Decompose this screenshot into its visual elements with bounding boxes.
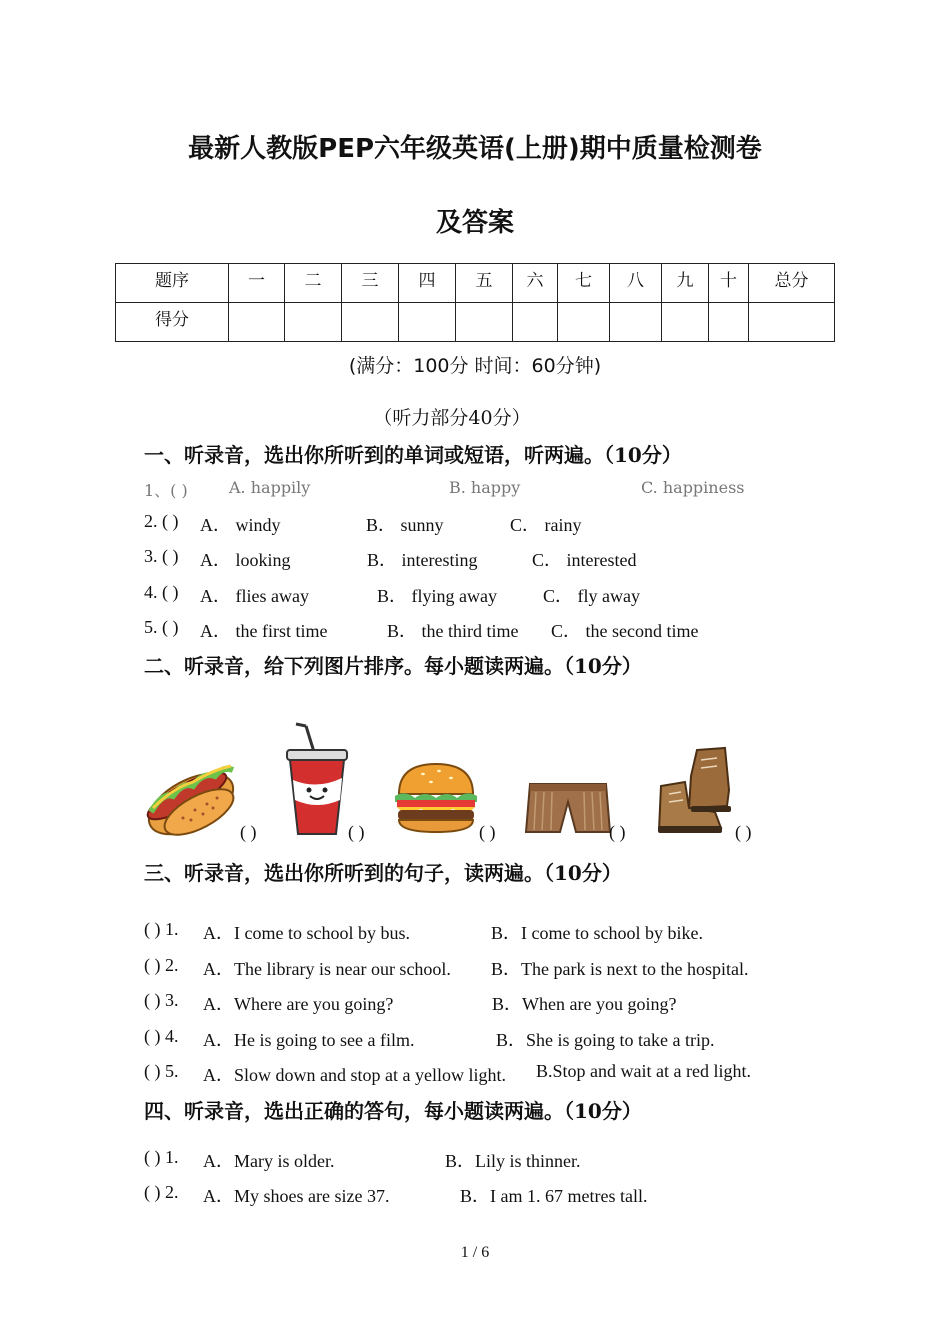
s4-item1-a: A．Mary is older. [203, 1151, 335, 1171]
s1-item1-a: A. happily [229, 478, 311, 497]
s1-item3-c: C． interested [532, 550, 637, 570]
shorts-picture [524, 780, 612, 836]
score-cell[interactable] [456, 303, 513, 342]
score-header-row [116, 264, 835, 303]
boots-picture [655, 746, 735, 836]
s1-item2-a: A． windy [200, 515, 281, 535]
score-table [115, 263, 835, 342]
soda-cup-picture [284, 722, 350, 838]
s4-item1-b: B．Lily is thinner. [445, 1151, 581, 1171]
section2-heading: 二、听录音，给下列图片排序。每小题读两遍。（10分） [144, 654, 642, 678]
header-cell: 九 [662, 264, 709, 303]
s1-item2-b: B． sunny [366, 515, 444, 535]
s3-item1-a: A．I come to school by bus. [203, 923, 410, 943]
s1-item3-a: A． looking [200, 550, 291, 570]
s4-item2-b: B．I am 1. 67 metres tall. [460, 1186, 648, 1206]
header-cell: 二 [285, 264, 342, 303]
section4-heading: 四、听录音，选出正确的答句，每小题读两遍。（10分） [144, 1099, 642, 1123]
s4-item2-a: A．My shoes are size 37. [203, 1186, 390, 1206]
page-title-line2: 及答案 [435, 208, 514, 238]
score-cell[interactable] [342, 303, 399, 342]
pic4-blank[interactable]: ( ) [609, 822, 626, 842]
s3-item2-num: ( ) 2. [144, 955, 179, 975]
s1-item5-a: A． the first time [200, 621, 328, 641]
header-cell: 总分 [749, 264, 835, 303]
s1-item3-b: B． interesting [367, 550, 478, 570]
score-cell[interactable] [709, 303, 749, 342]
s1-item2-num: 2. ( ) [144, 511, 179, 531]
page-title: 最新人教版PEP六年级英语(上册)期中质量检测卷 [188, 134, 762, 164]
s1-item4-a: A． flies away [200, 586, 309, 606]
score-cell[interactable] [285, 303, 342, 342]
s1-item1-b: B. happy [449, 478, 521, 497]
s1-item3-num: 3. ( ) [144, 546, 179, 566]
row-label: 得分 [116, 303, 229, 342]
score-cell[interactable] [399, 303, 456, 342]
s3-item2-b: B．The park is next to the hospital. [491, 959, 749, 979]
s1-item4-num: 4. ( ) [144, 582, 179, 602]
s3-item4-b: B．She is going to take a trip. [496, 1030, 715, 1050]
score-cell[interactable] [229, 303, 285, 342]
s4-item1-num: ( ) 1. [144, 1147, 179, 1167]
header-cell: 五 [456, 264, 513, 303]
s3-item3-num: ( ) 3. [144, 990, 179, 1010]
pic3-blank[interactable]: ( ) [479, 822, 496, 842]
s1-item2-c: C． rainy [510, 515, 582, 535]
header-cell: 七 [558, 264, 610, 303]
header-cell: 四 [399, 264, 456, 303]
section1-heading: 一、听录音，选出你所听到的单词或短语，听两遍。（10分） [144, 443, 682, 467]
s3-item4-num: ( ) 4. [144, 1026, 179, 1046]
s3-item4-a: A．He is going to see a film. [203, 1030, 415, 1050]
score-cell[interactable] [610, 303, 662, 342]
s1-item4-b: B． flying away [377, 586, 497, 606]
s1-item5-num: 5. ( ) [144, 617, 179, 637]
page-number: 1 / 6 [460, 1244, 490, 1261]
listening-part-label: （听力部分40分） [373, 407, 531, 429]
score-cell[interactable] [558, 303, 610, 342]
header-cell: 题序 [116, 264, 229, 303]
s3-item5-num: ( ) 5. [144, 1061, 179, 1081]
s1-item4-c: C． fly away [543, 586, 640, 606]
header-cell: 三 [342, 264, 399, 303]
hotdog-picture [143, 752, 241, 836]
score-cell[interactable] [749, 303, 835, 342]
s3-item3-b: B．When are you going? [492, 994, 677, 1014]
header-cell: 八 [610, 264, 662, 303]
header-cell: 十 [709, 264, 749, 303]
section3-heading: 三、听录音，选出你所听到的句子，读两遍。（10分） [144, 861, 622, 885]
s1-item5-c: C． the second time [551, 621, 699, 641]
s3-item5-b: B.Stop and wait at a red light. [536, 1061, 751, 1081]
s3-item5-a: A．Slow down and stop at a yellow light. [203, 1065, 506, 1085]
score-row [116, 303, 835, 342]
s3-item3-a: A．Where are you going? [203, 994, 394, 1014]
s3-item1-num: ( ) 1. [144, 919, 179, 939]
header-cell: 六 [513, 264, 558, 303]
s4-item2-num: ( ) 2. [144, 1182, 179, 1202]
s1-item1-c: C. happiness [641, 478, 745, 497]
s1-item1-num: 1、( ) [144, 481, 188, 500]
s1-item5-b: B． the third time [387, 621, 519, 641]
score-cell[interactable] [513, 303, 558, 342]
score-cell[interactable] [662, 303, 709, 342]
pic1-blank[interactable]: ( ) [240, 822, 257, 842]
s3-item2-a: A．The library is near our school. [203, 959, 451, 979]
hamburger-picture [393, 760, 479, 836]
pic2-blank[interactable]: ( ) [348, 822, 365, 842]
pic5-blank[interactable]: ( ) [735, 822, 752, 842]
header-cell: 一 [229, 264, 285, 303]
full-score-note: (满分：100分 时间：60分钟) [348, 355, 602, 377]
s3-item1-b: B．I come to school by bike. [491, 923, 703, 943]
